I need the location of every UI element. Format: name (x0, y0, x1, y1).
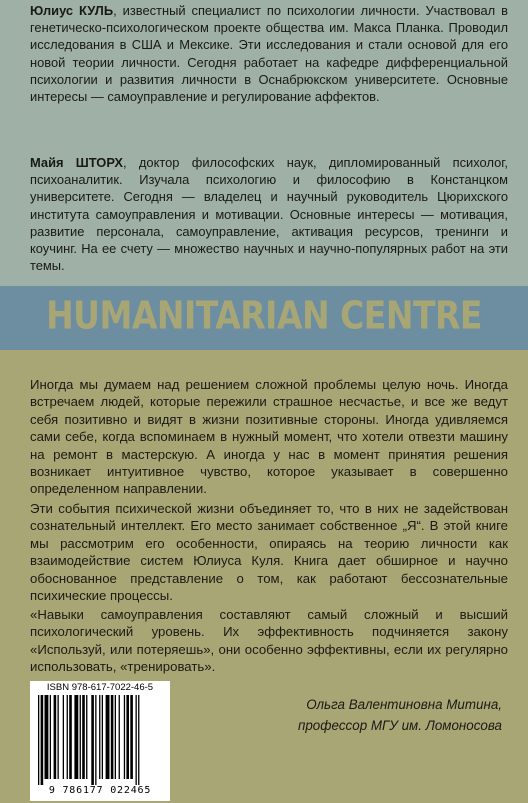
isbn-label: ISBN 978-617-7022-46-5 (46, 682, 154, 693)
quote-paragraph: «Навыки самоуправления составляют самый сложный и высший психологический уровень. Их эффективность подчиняется закону «Используй, или потеряешь», они особенно эффективны, если их регулярно использовать, «тренировать». (30, 607, 508, 675)
description-paragraph: Эти события психической жизни объединяет то, что в них не задействован сознательный интеллект. Его место занимает собственное „Я“. В этой книге мы рассмотрим его особенности, опираясь на теорию личности как взаимодействие систем Юлиуса Куля. Книга дает обширное и научно обоснованное представление о том, как работают бессознательные психические процессы. (30, 501, 508, 604)
description-paragraph: Иногда мы думаем над решением сложной проблемы целую ночь. Иногда встречаем людей, которые пережили страшное несчастье, и все же ведут себя позитивно и видят в жизни позитивные стороны. Иногда удивляемся сами себе, когда вспоминаем в нужный момент, что хотели отвезти машину на ремонт в мастерскую. А иногда у нас в момент принятия решения возникает интуитивное чувство, которое указывает в совершенно определенном направлении. (30, 377, 508, 497)
publisher-banner (0, 286, 528, 350)
author-bio-text: , известный специалист по психологии личности. Участвовал в генетическо-психологическом проекте общества им. Макса Планка. Проводил исследования в США и Мексике. Эти исследования и стали основой для его новой теории личности. Сегодня работает на кафедре дифференциальной психологии и развития личности в Оснабрюкском университете. Основные интересы — самоуправление и регулирование аффектов. (30, 3, 508, 105)
author-bio-text: , доктор философских наук, дипломированный психолог, психоаналитик. Изучала психологию и философию в Констанцком университете. Сегодня — владелец и научный руководитель Цюрихского института самоуправления и мотивации. Основные интересы — мотивация, развитие персонала, самоуправление, активация ресурсов, тренинги и коучинг. На ее счету — множество научных и научно-популярных работ на эти темы. (30, 155, 508, 274)
description-section (0, 350, 528, 803)
barcode-bars (38, 695, 162, 785)
author-name: Юлиус КУЛЬ (30, 3, 114, 18)
barcode-digits: 9 786177 022465 (48, 785, 152, 796)
isbn-barcode (30, 681, 170, 801)
author-bio-storch (30, 154, 508, 274)
reviewer-name: Ольга Валентиновна Митина, (306, 697, 502, 712)
publisher-name: HUMANITARIAN CENTRE (46, 293, 482, 338)
author-name: Майя ШТОРХ (30, 155, 124, 170)
review-signature (298, 694, 502, 736)
reviewer-position: профессор МГУ им. Ломоносова (297, 718, 502, 733)
authors-section (0, 0, 528, 286)
author-bio-kuhl (30, 2, 508, 105)
